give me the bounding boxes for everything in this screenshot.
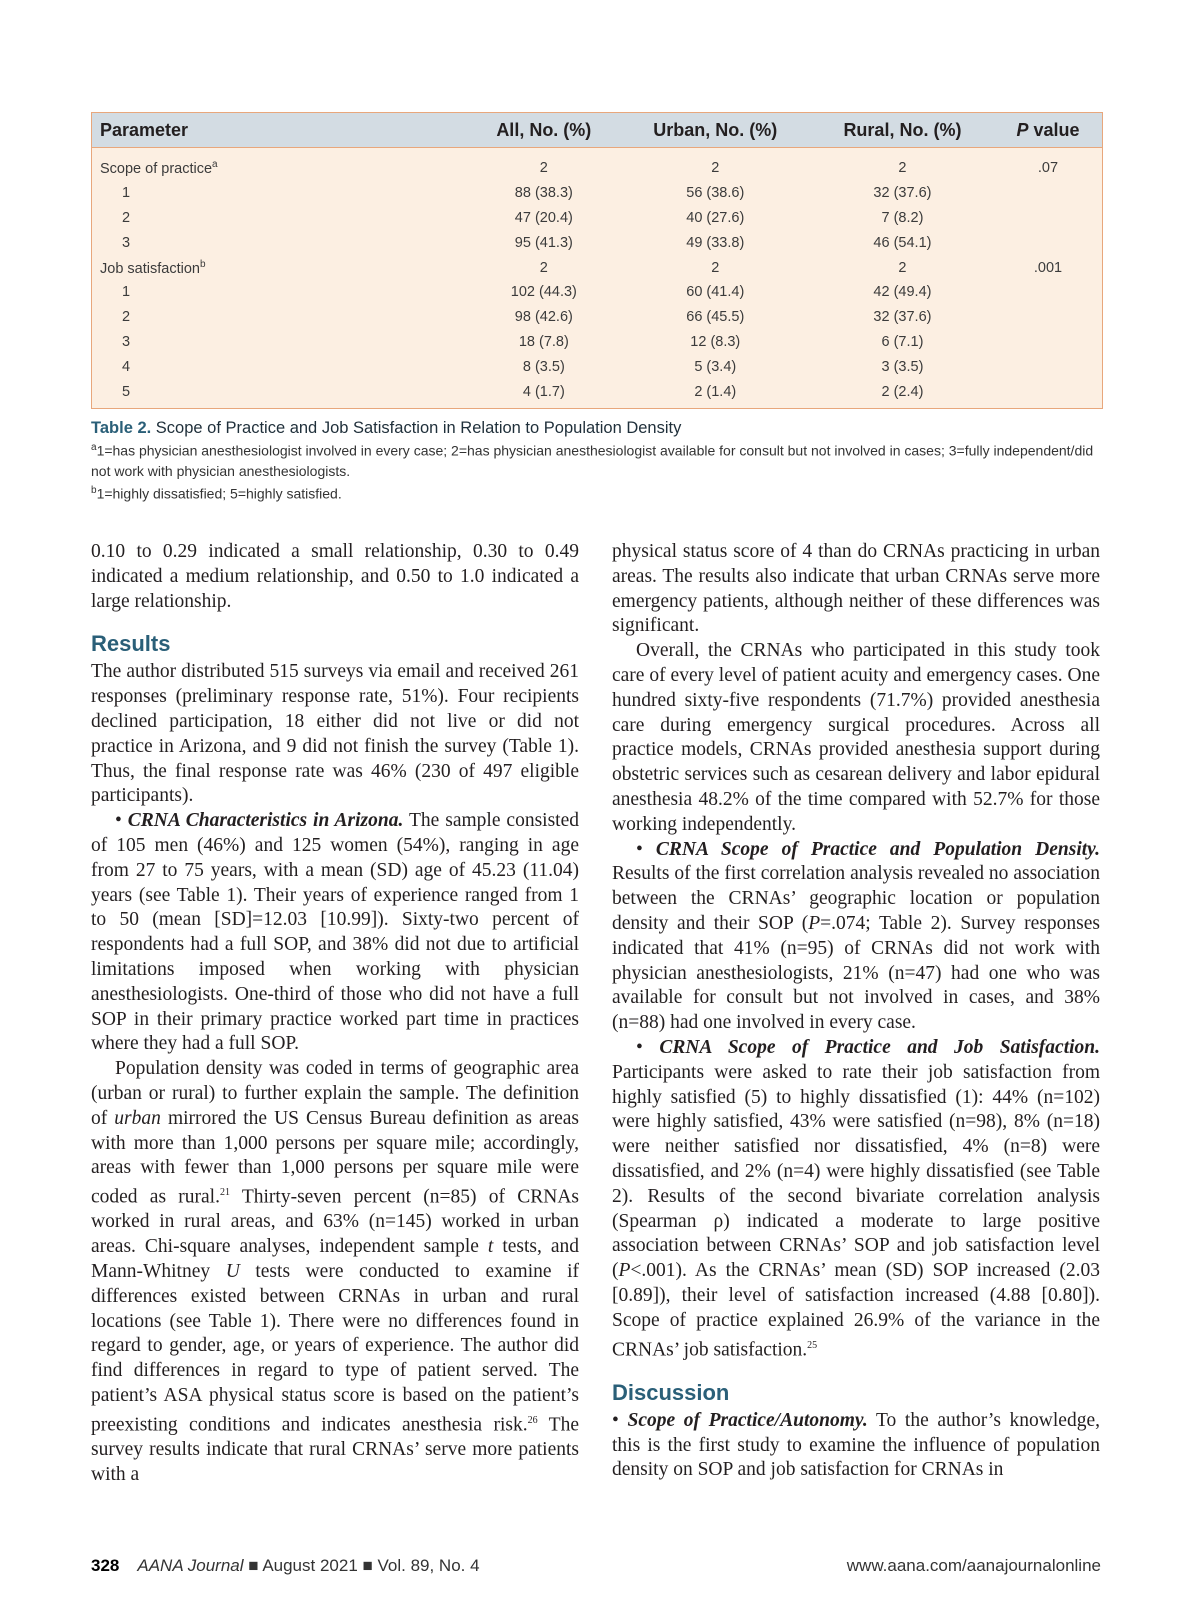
- cell-rural: 3 (3.5): [881, 358, 924, 375]
- header-p-italic: P: [1016, 119, 1029, 140]
- cell-all: 102 (44.3): [510, 284, 577, 301]
- table-row: [92, 354, 1102, 379]
- issue-date: August 2021: [262, 1556, 358, 1575]
- row-label: 4: [122, 358, 131, 375]
- right-para-3: [612, 1036, 1100, 1363]
- cell-all: 47 (20.4): [514, 209, 573, 226]
- table-2: [91, 112, 1103, 409]
- cell-urban: 12 (8.3): [690, 333, 741, 350]
- header-urban: Urban, No. (%): [620, 113, 811, 148]
- para-text: The survey results indicate that rural CRNAs’ serve more patients with a: [91, 1414, 579, 1485]
- left-para-0: 0.10 to 0.29 indicated a small relationship, 0.30 to 0.49 indicated a medium relationship, and 0.50 to 1.0 indicated a large relationship.: [91, 541, 579, 612]
- row-label: 1: [122, 284, 131, 301]
- cell-p-value: [994, 181, 1102, 206]
- results-heading: Results: [91, 631, 171, 657]
- row-label: Job satisfaction: [100, 260, 200, 277]
- cell-rural: 2 (2.4): [881, 383, 924, 400]
- cell-all: 88 (38.3): [514, 185, 573, 202]
- row-label: 3: [122, 333, 131, 350]
- cell-p-value: [994, 330, 1102, 355]
- row-label: 1: [122, 185, 131, 202]
- cell-p-value: [994, 379, 1102, 408]
- em-urban: urban: [114, 1107, 161, 1129]
- cell-rural: 32 (37.6): [873, 309, 932, 326]
- cell-urban: 56 (38.6): [686, 185, 745, 202]
- em-p: P: [808, 912, 821, 934]
- subhead-satisfaction: CRNA Scope of Practice and Job Satisfaction.: [659, 1036, 1100, 1058]
- row-label-sup: a: [212, 159, 218, 171]
- table-row: [92, 305, 1102, 330]
- subhead-autonomy: Scope of Practice/Autonomy.: [627, 1409, 868, 1431]
- table-row: [92, 379, 1102, 408]
- ref-26: 26: [527, 1414, 538, 1426]
- ref-21: 21: [219, 1187, 230, 1199]
- cell-p-value: [994, 280, 1102, 305]
- note-b-sup: b: [91, 484, 97, 496]
- page-footer: [91, 1556, 1101, 1576]
- para-text: The sample consisted of 105 men (46%) and 125 women (54%), ranging in age from 27 to 75 years, with a mean (SD) age of 45.23 (11.04) years (see Table 1). Their years of experience ranged from 1 to 50 (mean [SD]=12.03 [10.99]). Sixty-two percent of respondents had a full SOP, and 38% did not due to artificial limitations imposed when working with physician anesthesiologists. One-third of those who did not have a full SOP in their primary practice worked part time in practices where they had a full SOP.: [91, 810, 579, 1055]
- para-text: tests, and Mann-Whitney: [91, 1236, 580, 1283]
- footer-separator: ■: [357, 1556, 378, 1575]
- header-p-value: [994, 113, 1102, 148]
- cell-urban: 60 (41.4): [686, 284, 745, 301]
- table-body: [92, 148, 1102, 408]
- cell-label: [92, 255, 468, 280]
- em-u: U: [225, 1261, 240, 1283]
- bullet: •: [636, 1036, 660, 1058]
- cell-all: 18 (7.8): [518, 333, 569, 350]
- row-label: 2: [122, 209, 131, 226]
- para-text: <.001). As the CRNAs’ mean (SD) SOP increased (2.03 [0.89]), their level of satisfaction increased (4.88 [0.80]). Scope of practice explained 26.9% of the variance in the CRNAs’ job satisfaction.: [612, 1260, 1100, 1360]
- table-row: [92, 206, 1102, 231]
- table-caption: [91, 419, 1101, 503]
- para-text: Thirty-seven percent (n=85) of CRNAs worked in rural areas, and 63% (n=145) worked in urban areas. Chi-square analyses, independent sample: [91, 1186, 579, 1258]
- cell-rural: 32 (37.6): [873, 185, 932, 202]
- cell-p-value: [994, 305, 1102, 330]
- cell-urban: 5 (3.4): [694, 358, 737, 375]
- table-row: [92, 330, 1102, 355]
- cell-urban: 49 (33.8): [686, 234, 745, 251]
- para-text: Population density was coded in terms of geographic area (urban or rural) to further explain the sample. The definition of: [91, 1058, 579, 1129]
- bullet: •: [636, 838, 656, 860]
- bullet: •: [612, 1409, 628, 1431]
- cell-urban: 2 (1.4): [694, 383, 737, 400]
- right-column: [612, 540, 1100, 1483]
- para-text: Participants were asked to rate their job satisfaction from highly satisfied (5) to highly dissatisfied (1): 44% (n=102) were highly satisfied, 43% were satisfied (n=98), 8% (n=18) were neither satisfied nor dissatisfied, 4% (n=8) were dissatisfied, and 2% (n=4) were highly dissatisfied (see Table 2). Results of the second bivariate correlation analysis (Spearman ρ) indicated a moderate to large positive association between CRNAs’ SOP and job satisfaction level (: [612, 1061, 1100, 1282]
- cell-urban: 40 (27.6): [686, 209, 745, 226]
- row-label: 3: [122, 234, 131, 251]
- cell-label: [92, 280, 468, 305]
- row-label: 5: [122, 383, 131, 400]
- caption-note-b: [91, 481, 1101, 504]
- note-a-sup: a: [91, 442, 97, 453]
- cell-rural: 46 (54.1): [873, 234, 932, 251]
- table-row: [92, 230, 1102, 255]
- footer-separator: ■: [243, 1556, 263, 1575]
- cell-p-value: [994, 230, 1102, 255]
- cell-rural: 42 (49.4): [873, 284, 932, 301]
- table-row: [92, 181, 1102, 206]
- caption-title: [91, 419, 1101, 438]
- caption-text: Scope of Practice and Job Satisfaction in Relation to Population Density: [151, 419, 682, 437]
- table-row: [92, 280, 1102, 305]
- table-row: [92, 148, 1102, 181]
- volume: Vol. 89, No. 4: [377, 1556, 480, 1575]
- note-a-text: 1=has physician anesthesiologist involved in every case; 2=has physician anesthesiologist available for consult but not involved in cases; 3=fully independent/did not work with physician anesthesiologists.: [91, 442, 1094, 479]
- para-text: mirrored the US Census Bureau definition as areas with more than 1,000 persons per square mile; accordingly, areas with fewer than 1,000 persons per square mile were coded as rural.: [91, 1107, 579, 1208]
- cell-label: [92, 354, 468, 379]
- cell-label: [92, 305, 468, 330]
- para-text: =.074; Table 2). Survey responses indicated that 41% (n=95) of CRNAs did not work with physician anesthesiologists, 21% (n=47) had one who was available for consult but not involved in cases, and 38% (n=88) had one involved in every case.: [612, 912, 1100, 1034]
- header-parameter: Parameter: [92, 113, 468, 148]
- row-label-sup: b: [199, 258, 206, 270]
- journal-url: www.aana.com/aanajournalonline: [846, 1556, 1101, 1575]
- em-p: P: [618, 1260, 631, 1282]
- subhead-density: CRNA Scope of Practice and Population Density.: [655, 838, 1100, 860]
- subhead-characteristics: CRNA Characteristics in Arizona.: [127, 810, 404, 832]
- cell-all: 98 (42.6): [514, 309, 573, 326]
- data-table: [92, 113, 1102, 408]
- right-para-0: physical status score of 4 than do CRNAs practicing in urban areas. The results also indicate that urban CRNAs serve more emergency patients, although neither of these differences was significant.: [612, 541, 1100, 637]
- cell-all: 2: [539, 259, 548, 276]
- cell-p-value: .001: [1033, 259, 1063, 276]
- discussion-heading: Discussion: [612, 1379, 730, 1405]
- cell-all: 4 (1.7): [522, 383, 565, 400]
- para-text: Results of the first correlation analysis revealed no association between the CRNAs’ geographic location or population density and their SOP (: [612, 863, 1100, 934]
- left-column: [91, 540, 579, 1488]
- discussion-para-1: [612, 1409, 1100, 1483]
- page-number: 328: [91, 1556, 120, 1575]
- results-para-3: [91, 1057, 579, 1488]
- cell-p-value: .07: [1037, 160, 1059, 177]
- bullet: •: [115, 810, 128, 832]
- header-p-rest: value: [1028, 119, 1080, 140]
- caption-label: Table 2.: [91, 419, 152, 437]
- row-label: 2: [122, 309, 131, 326]
- cell-label: [92, 181, 468, 206]
- cell-all: 95 (41.3): [514, 234, 573, 251]
- cell-urban: 2: [711, 259, 720, 276]
- cell-rural: 7 (8.2): [881, 209, 924, 226]
- para-text: To the author’s knowledge, this is the first study to examine the influence of population density on SOP and job satisfaction for CRNAs in: [612, 1409, 1100, 1481]
- ref-25: 25: [807, 1339, 818, 1351]
- cell-all: 2: [539, 160, 548, 177]
- cell-urban: 66 (45.5): [686, 309, 745, 326]
- cell-label: [92, 206, 468, 231]
- cell-p-value: [994, 354, 1102, 379]
- table-row: [92, 255, 1102, 280]
- header-all: All, No. (%): [468, 113, 620, 148]
- cell-label: [92, 230, 468, 255]
- cell-all: 8 (3.5): [522, 358, 565, 375]
- right-para-2: [612, 838, 1100, 1036]
- em-t: t: [487, 1236, 494, 1258]
- cell-rural: 6 (7.1): [881, 333, 924, 350]
- cell-rural: 2: [898, 259, 907, 276]
- table-header-row: [92, 113, 1102, 148]
- note-b-text: 1=highly dissatisfied; 5=highly satisfied.: [96, 485, 342, 502]
- cell-urban: 2: [711, 160, 720, 177]
- cell-label: [92, 148, 468, 181]
- cell-label: [92, 379, 468, 408]
- journal-name: AANA Journal: [137, 1556, 244, 1575]
- cell-p-value: [994, 206, 1102, 231]
- row-label: Scope of practice: [100, 161, 213, 178]
- para-text: tests were conducted to examine if differences existed between CRNAs in urban and rural locations (see Table 1). There were no differences found in regard to gender, age, or years of experience. The author did find differences in regard to type of patient served. The patient’s ASA physical status score is based on the patient’s preexisting conditions and indicates anesthesia risk.: [91, 1261, 579, 1436]
- right-para-1: Overall, the CRNAs who participated in this study took care of every level of patient acuity and emergency cases. One hundred sixty-five respondents (71.7%) provided anesthesia care during emergency surgical procedures. Across all practice models, CRNAs provided anesthesia support during obstetric services such as cesarean delivery and labor epidural anesthesia 48.2% of the time compared with 52.7% for those working independently.: [612, 640, 1100, 835]
- header-rural: Rural, No. (%): [811, 113, 994, 148]
- results-para-1: The author distributed 515 surveys via email and received 261 responses (preliminary response rate, 51%). Four recipients declined participation, 18 either did not live or did not practice in Arizona, and 9 did not finish the survey (Table 1). Thus, the final response rate was 46% (230 of 497 eligible participants).: [91, 661, 579, 807]
- cell-rural: 2: [898, 160, 907, 177]
- caption-note-a: [91, 438, 1101, 481]
- results-para-2: [91, 809, 579, 1057]
- cell-label: [92, 330, 468, 355]
